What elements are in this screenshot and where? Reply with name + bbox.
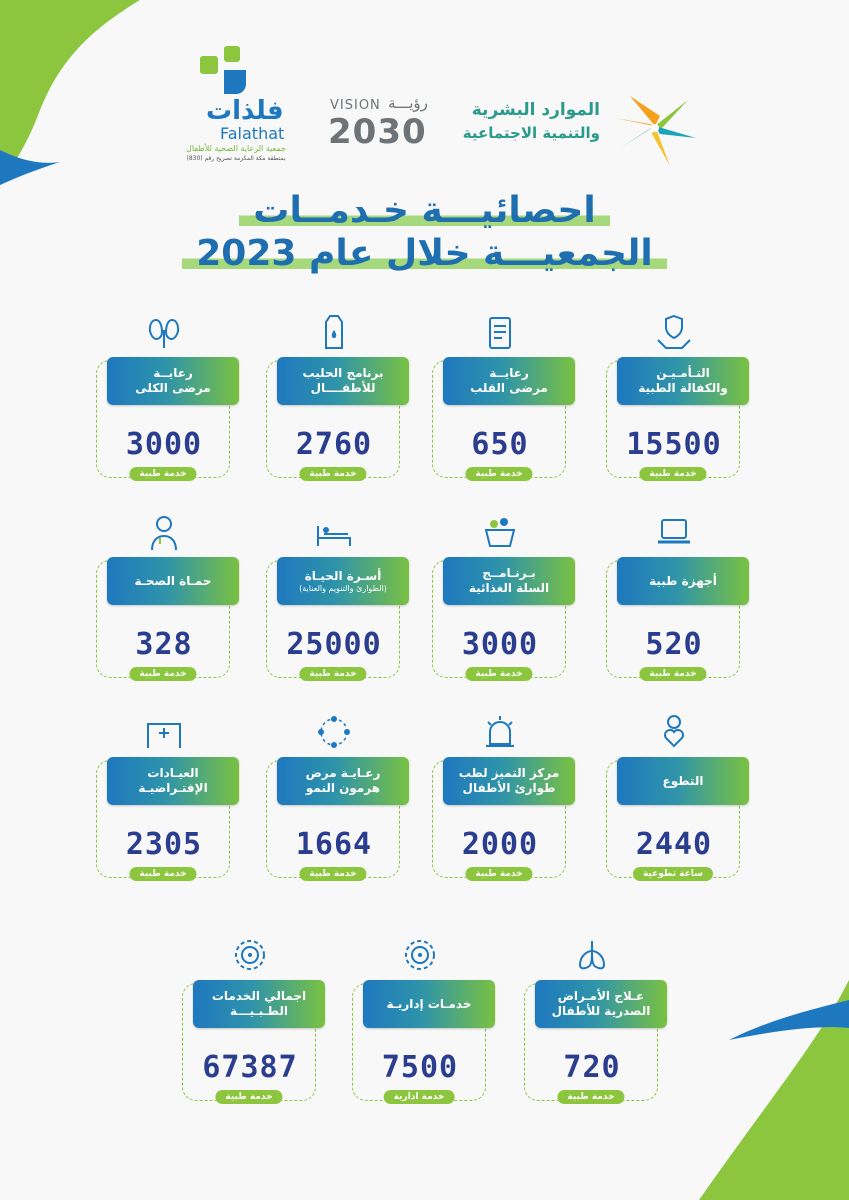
stat-card	[264, 712, 404, 902]
stat-value: 720	[563, 1050, 621, 1085]
stat-card	[604, 712, 744, 902]
stat-label-text: التطوع	[662, 773, 704, 788]
stat-label-text: رعـايـة مرض هرمون النمو	[305, 766, 381, 795]
stat-card-frame	[606, 360, 740, 478]
stat-card-frame	[96, 560, 230, 678]
stat-card-frame	[96, 760, 230, 878]
stat-card	[604, 312, 744, 502]
vision-arabic-text: رؤيـــة	[388, 94, 428, 112]
stat-card-frame	[266, 560, 400, 678]
stat-label-text: مركز التميز لطب طوارئ الأطفال	[458, 766, 560, 795]
stat-label	[443, 357, 575, 405]
stat-value: 67387	[202, 1050, 298, 1085]
title-line1: احصائيـــة خـدمــات	[239, 190, 609, 231]
stat-label	[193, 980, 325, 1028]
stat-card	[264, 312, 404, 502]
stat-card	[604, 512, 744, 702]
clipboard-heart-icon	[480, 312, 520, 352]
stat-card-frame	[606, 760, 740, 878]
gear-icon	[230, 935, 270, 975]
stat-label	[443, 557, 575, 605]
ministry-line1: الموارد البشرية	[471, 100, 600, 120]
volunteer-heart-icon	[654, 712, 694, 752]
stat-tag: خدمة طبية	[639, 667, 706, 681]
stat-tag: خدمة طبية	[465, 867, 532, 881]
stat-label-text: العيـادات الإفتـراضيـة	[138, 766, 208, 795]
stat-tag: خدمة طبية	[299, 867, 366, 881]
header	[0, 0, 849, 180]
stat-label	[617, 357, 749, 405]
stat-tag: خدمة طبية	[299, 667, 366, 681]
stat-card-frame	[182, 983, 316, 1101]
stat-card	[94, 312, 234, 502]
stat-label-text: أسـرة الحيـاة	[304, 568, 382, 583]
stat-card	[180, 935, 320, 1125]
stat-label-text: عـلاج الأمـراض الصدرية للأطفال	[551, 989, 651, 1018]
title-line2: الجمعيـــة خلال عام 2023	[182, 233, 667, 274]
stat-value: 2000	[461, 827, 539, 862]
kidney-icon	[144, 312, 184, 352]
stat-tag: خدمة طبية	[465, 467, 532, 481]
stat-label	[443, 757, 575, 805]
stat-tag: خدمة ادارية	[384, 1090, 455, 1104]
stat-label	[617, 757, 749, 805]
stat-value: 650	[471, 427, 529, 462]
stat-tag: خدمة طبية	[299, 467, 366, 481]
gear-icon	[400, 935, 440, 975]
vision-2030-logo	[322, 94, 442, 158]
stat-card-frame	[266, 760, 400, 878]
stat-label-text: بـرنـامــج السلة الغذائية	[468, 566, 550, 595]
stat-card-frame	[432, 760, 566, 878]
falathat-logo	[176, 44, 296, 162]
stat-value: 3000	[125, 427, 203, 462]
stat-label	[617, 557, 749, 605]
stat-card-frame	[606, 560, 740, 678]
falathat-arabic-name: فلذات	[206, 96, 284, 126]
title-block	[0, 190, 849, 274]
falathat-subtitle: جمعية الرعاية الصحية للأطفال	[186, 144, 286, 153]
stat-value: 25000	[286, 627, 382, 662]
ministry-line2: والتنمية الاجتماعية	[462, 124, 600, 142]
laptop-icon	[654, 512, 694, 552]
stat-label	[277, 557, 409, 605]
stat-label-subtitle: (الطوارئ والتنويم والعناية)	[299, 583, 387, 593]
molecule-ring-icon	[314, 712, 354, 752]
stat-label-text: حمـاة الصحـة	[134, 573, 212, 588]
stat-label-text: رعايــة مرضى القلب	[470, 366, 548, 395]
stat-tag: خدمة طبية	[215, 1090, 282, 1104]
stat-card-frame	[266, 360, 400, 478]
stat-value: 2305	[125, 827, 203, 862]
falathat-permit: بمنطقة مكة المكرمة تصريح رقم (830)	[186, 155, 286, 162]
stat-tag: خدمة طبية	[465, 667, 532, 681]
stat-label-text: خدمـات إداريـة	[386, 996, 472, 1011]
stat-tag: ساعة تطوعية	[633, 867, 713, 881]
ministry-logo	[460, 88, 710, 168]
stat-value: 2440	[635, 827, 713, 862]
stat-label	[107, 757, 239, 805]
lungs-icon	[572, 935, 612, 975]
falathat-mark-icon	[194, 44, 264, 104]
food-basket-icon	[480, 512, 520, 552]
stat-label	[535, 980, 667, 1028]
stat-label-text: أجهزة طبية	[649, 573, 717, 588]
stat-label	[277, 757, 409, 805]
stat-value: 1664	[295, 827, 373, 862]
stat-value: 7500	[381, 1050, 459, 1085]
hand-shield-icon	[654, 312, 694, 352]
stat-tag: خدمة طبية	[129, 467, 196, 481]
vision-year-text: 2030	[328, 112, 427, 152]
stat-value: 2760	[295, 427, 373, 462]
stat-card-frame	[432, 360, 566, 478]
stat-label-text: برنامج الحليب للأطفــــال	[302, 366, 384, 395]
stat-card-frame	[524, 983, 658, 1101]
vision-latin-text: VISION	[330, 98, 381, 113]
stat-label	[363, 980, 495, 1028]
stat-tag: خدمة طبية	[639, 467, 706, 481]
stat-label	[277, 357, 409, 405]
stat-tag: خدمة طبية	[557, 1090, 624, 1104]
stat-value: 328	[135, 627, 193, 662]
stat-label	[107, 557, 239, 605]
stat-card-frame	[96, 360, 230, 478]
stat-label	[107, 357, 239, 405]
hospital-bed-icon	[314, 512, 354, 552]
stat-card-frame	[432, 560, 566, 678]
stat-card	[522, 935, 662, 1125]
stat-tag: خدمة طبية	[129, 667, 196, 681]
falathat-english-name: Falathat	[220, 124, 285, 143]
stat-label-text: اجمالي الخدمات الطـبـيـــة	[211, 989, 307, 1018]
bottom-right-wave-decoration	[699, 980, 849, 1200]
stat-value: 3000	[461, 627, 539, 662]
stat-card	[264, 512, 404, 702]
siren-icon	[480, 712, 520, 752]
doctor-icon	[144, 512, 184, 552]
stat-label-text: التـأمـيـن والكفالة الطبية	[638, 366, 728, 395]
milk-carton-icon	[314, 312, 354, 352]
stat-card-frame	[352, 983, 486, 1101]
stat-card	[94, 712, 234, 902]
stat-card	[430, 312, 570, 502]
stat-card	[430, 512, 570, 702]
stat-value: 15500	[626, 427, 722, 462]
stat-tag: خدمة طبية	[129, 867, 196, 881]
stat-card	[350, 935, 490, 1125]
stat-card	[430, 712, 570, 902]
clinic-building-icon	[144, 712, 184, 752]
stat-card	[94, 512, 234, 702]
stat-label-text: رعايــة مرضى الكلى	[135, 366, 211, 395]
ministry-flower-icon	[610, 88, 700, 168]
stat-value: 520	[645, 627, 703, 662]
